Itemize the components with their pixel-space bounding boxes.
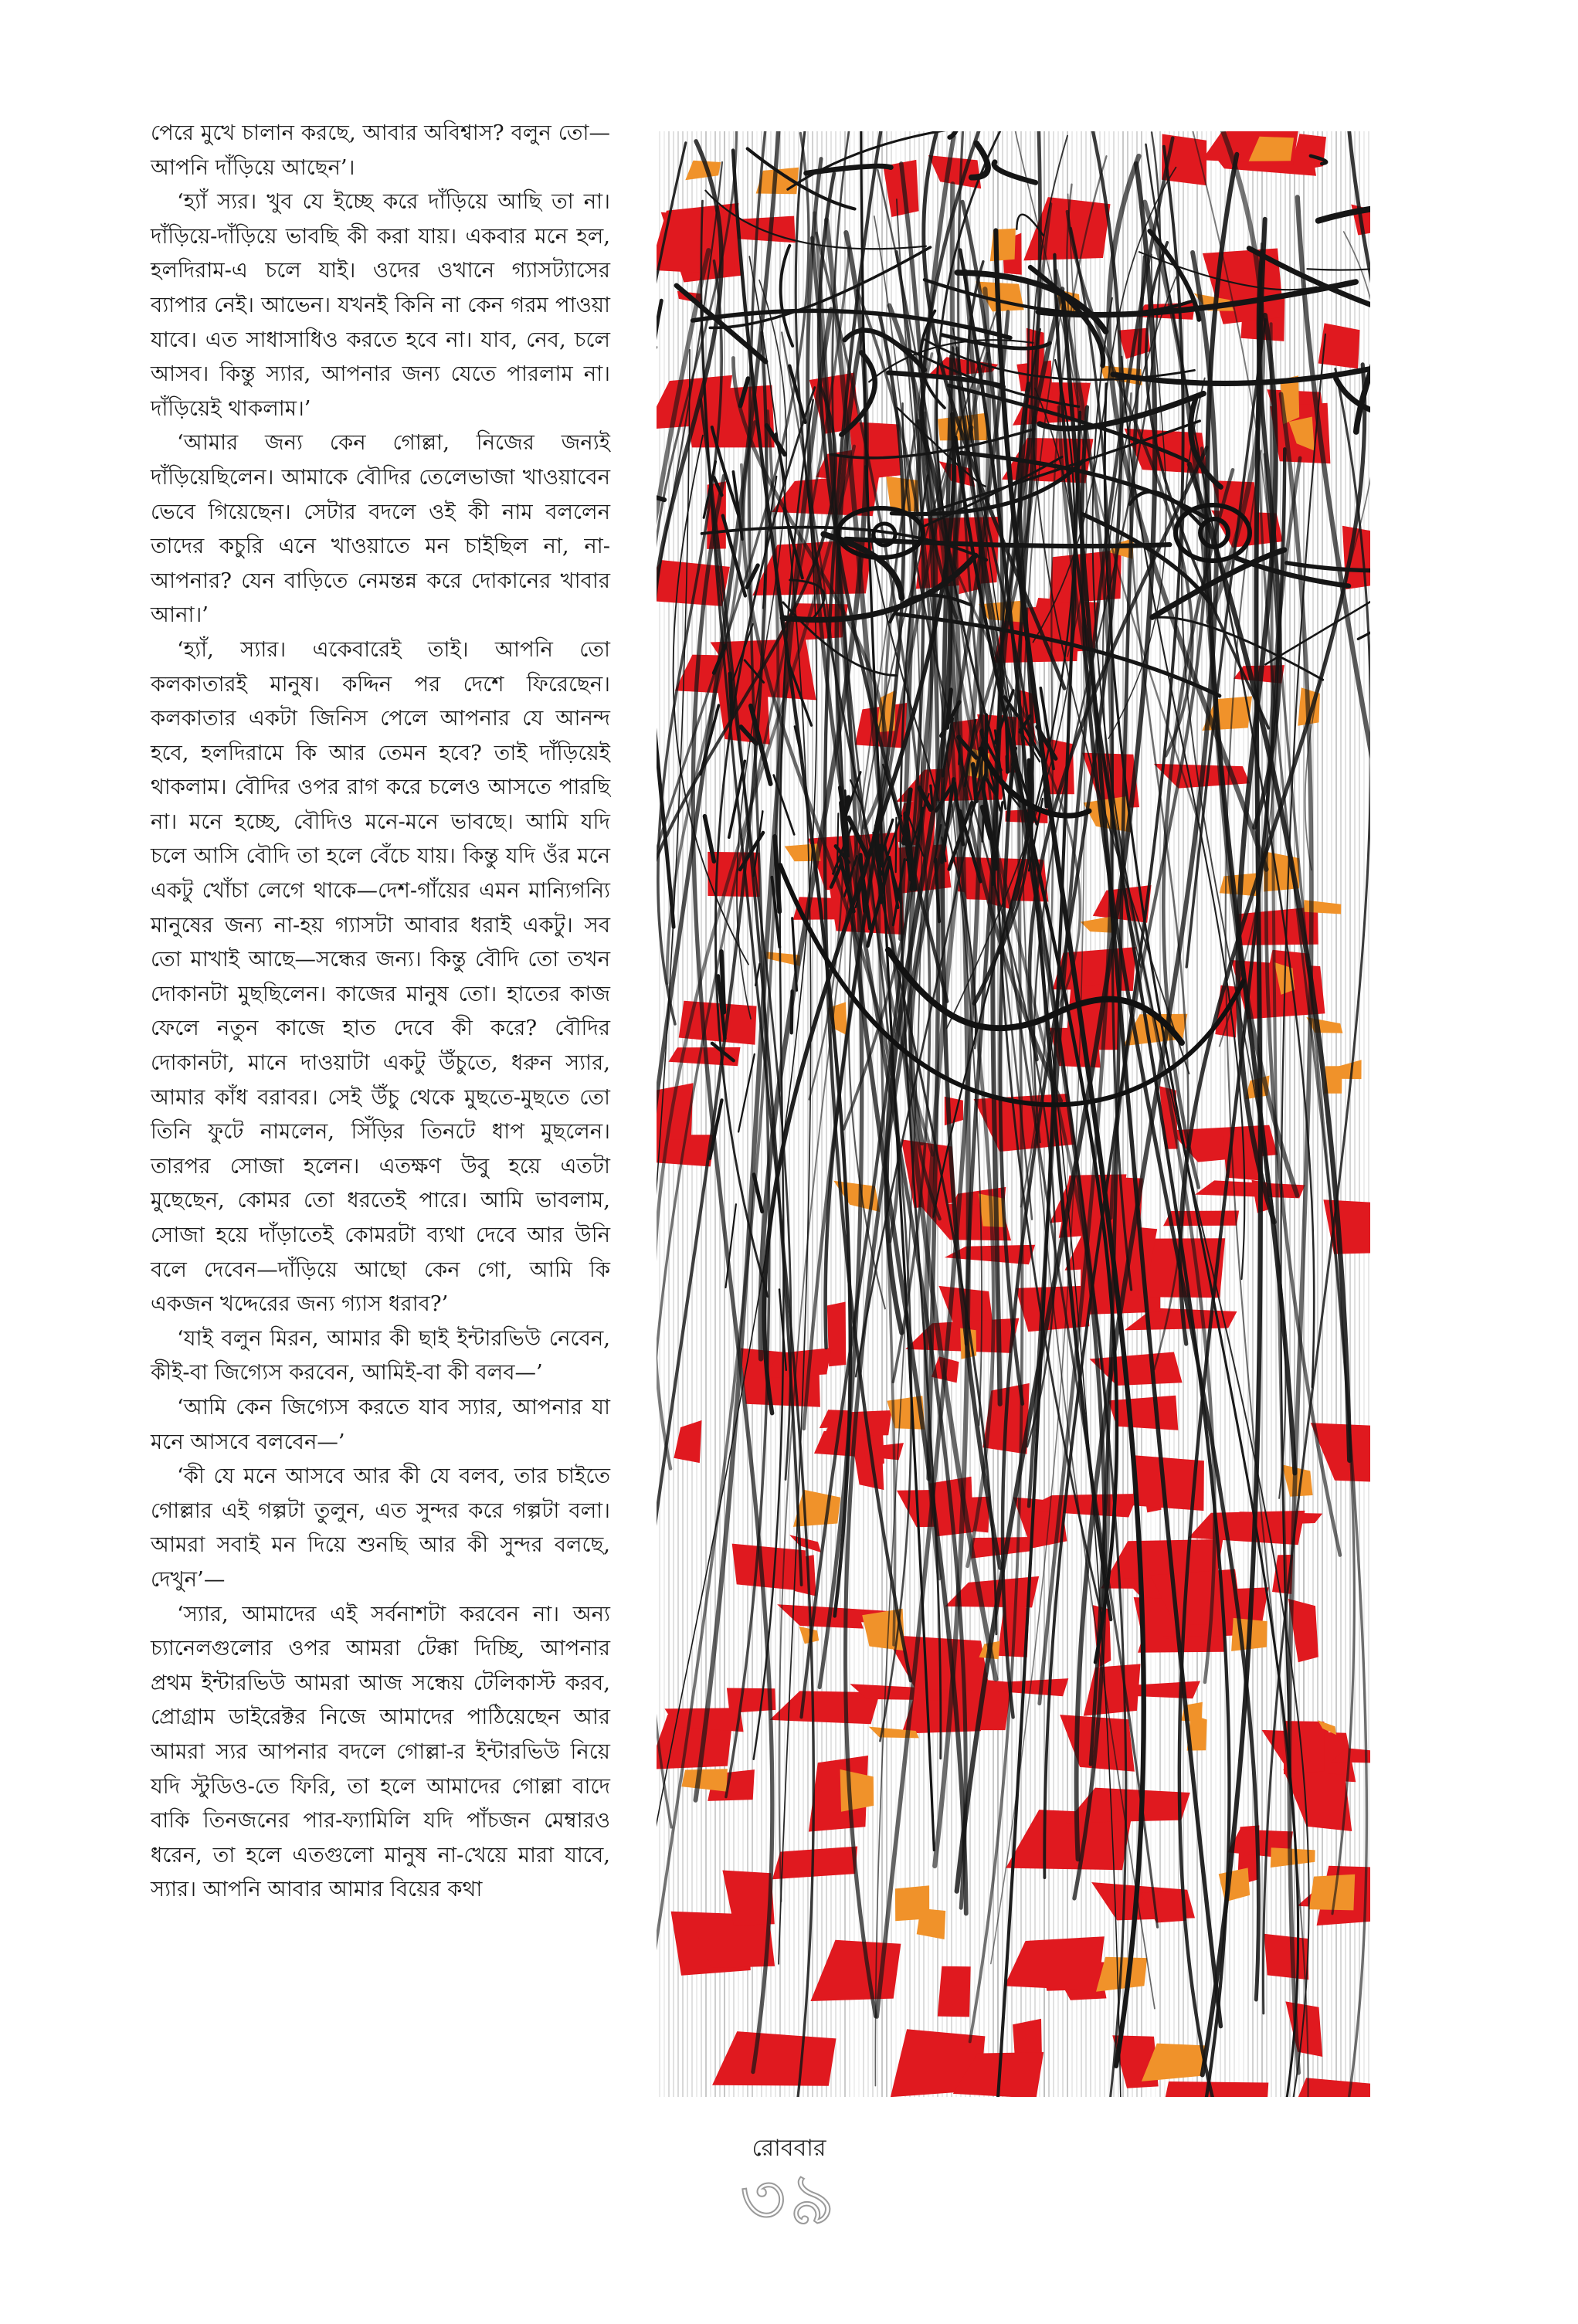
red-shape xyxy=(1108,1396,1179,1430)
sketch-face-artwork xyxy=(657,131,1370,2097)
story-text-column xyxy=(151,116,610,1907)
shade-stroke xyxy=(1029,760,1031,836)
shade-stroke xyxy=(730,673,732,718)
shade-stroke xyxy=(896,818,897,872)
shade-stroke xyxy=(881,846,882,866)
orange-shape xyxy=(917,1908,946,1939)
story-paragraph: ‘যাই বলুন মিরন, আমার কী ছাই ইন্টারভিউ নেবেন, কীই-বা জিগ্যেস করবেন, আমিই-বা কী বলব—’ xyxy=(151,1325,610,1386)
shade-stroke xyxy=(1006,721,1007,758)
story-paragraph: ‘হ্যাঁ, স্যার। একেবারেই তাই। আপনি তো কলকাতারই মানুষ। কদ্দিন পর দেশে ফিরেছেন। কলকাতার একটা জিনিস পেলে আপনার যে আনন্দ হবে, হলদিরামে কি আর তেমন হবে? তাই দাঁড়িয়েই থাকলাম। বৌদির ওপর রাগ করে চলেও আসতে পারছি না। মনে হচ্ছে, বৌদিও মনে-মনে ভাবছে। আমি যদি চলে আসি বৌদি তা হলে বেঁচে যায়। কিন্তু যদি ওঁর মনে একটু খোঁচা লেগে থাকে—দেশ-গাঁয়ের এমন মান্যিগন্যি মানুষের জন্য না-হয় গ্যাসটা আবার ধরাই একটু। সব তো মাখাই আছে—সন্ধের জন্য। কিন্তু বৌদি তো তখন দোকানটা মুছছিলেন। কাজের মানুষ তো। হাতের কাজ ফেলে নতুন কাজে হাত দেবে কী করে? বৌদির দোকানটা, মানে দাওয়াটা একটু উঁচুতে, ধরুন স্যার, আমার কাঁধ বরাবর। সেই উঁচু থেকে মুছতে-মুছতে তো তিনি ফুটে নামলেন, সিঁড়ির তিনটে ধাপ মুছলেন। তারপর সোজা হলেন। এতক্ষণ উবু হয়ে এতটা মুছেছেন, কোমর তো ধরতেই পারে। আমি ভাবলাম, সোজা হয়ে দাঁড়াতেই কোমরটা ব্যথা দেবে আর উনি বলে দেবেন—দাঁড়িয়ে আছো কেন গো, আমি কি একজন খদ্দেরের জন্য গ্যাস ধরাব?’ xyxy=(151,636,610,1317)
story-paragraph: ‘আমি কেন জিগ্যেস করতে যাব স্যার, আপনার যা মনে আসবে বলবেন—’ xyxy=(151,1394,610,1454)
red-shape xyxy=(1165,2081,1269,2097)
red-shape xyxy=(1264,1934,1309,1980)
story-paragraph: ‘হ্যাঁ স্যর। খুব যে ইচ্ছে করে দাঁড়িয়ে আছি তা না। দাঁড়িয়ে-দাঁড়িয়ে ভাবছি কী করা যায়। একবার মনে হল, হলদিরাম-এ চলে যাই। ওদের ওখানে গ্যাসট্যাসের ব্যাপার নেই। আভেন। যখনই কিনি না কেন গরম পাওয়া যাবে। এত সাধাসাধিও করতে হবে না। যাব, নেব, চলে আসব। কিন্তু স্যার, আপনার জন্য যেতে পারলাম না। দাঁড়িয়েই থাকলাম।’ xyxy=(151,189,610,421)
sketch-illustration xyxy=(657,131,1370,2097)
orange-shape xyxy=(840,1769,874,1812)
story-paragraph: ‘কী যে মনে আসবে আর কী যে বলব, তার চাইতে গোল্লার এই গল্পটা তুলুন, এত সুন্দর করে গল্পটা বলা। আমরা সবাই মন দিয়ে শুনছি আর কী সুন্দর বলছে, দেখুন’— xyxy=(151,1464,610,1592)
shade-stroke xyxy=(721,952,724,1013)
orange-shape xyxy=(1309,1874,1355,1911)
red-shape xyxy=(938,1966,971,2017)
story-paragraph: ‘আমার জন্য কেন গোল্লা, নিজের জন্যই দাঁড়িয়েছিলেন। আমাকে বৌদির তেলেভাজা খাওয়াবেন ভেবে গিয়েছেন। সেটার বদলে ওই কী নাম বললেন তাদের কচুরি এনে খাওয়াতে মন চাইছিল না, না-আপনার? যেন বাড়িতে নেমন্তন্ন করে দোকানের খাবার আনা।’ xyxy=(151,430,610,628)
page-number: ৩৯ xyxy=(739,2158,839,2241)
red-shape xyxy=(849,422,901,480)
shade-stroke xyxy=(837,813,838,867)
story-paragraph: ‘স্যার, আমাদের এই সর্বনাশটা করবেন না। অন্য চ্যানেলগুলোর ওপর আমরা টেক্কা দিচ্ছি, আপনার প্রথম ইন্টারভিউ আমরা আজ সন্ধেয় টেলিকাস্ট করব, প্রোগ্রাম ডাইরেক্টর নিজে আমাদের পাঠিয়েছেন আর আমরা স্যর আপনার বদলে গোল্লা-র ইন্টারভিউ নিয়ে যদি স্টুডিও-তে ফিরি, তা হলে আমাদের গোল্লা বাদে বাকি তিনজনের পার-ফ্যামিলি যদি পাঁচজন মেম্বারও ধরেন, তা হলে এতগুলো মানুষ না-খেয়ে মারা যাবে, স্যার। আপনি আবার আমার বিয়ের কথা xyxy=(151,1601,610,1902)
story-paragraph: পেরে মুখে চালান করছে, আবার অবিশ্বাস? বলুন তো—আপনি দাঁড়িয়ে আছেন’। xyxy=(151,120,610,180)
red-shape xyxy=(827,1302,847,1367)
magazine-name: রোববার xyxy=(752,2135,826,2162)
